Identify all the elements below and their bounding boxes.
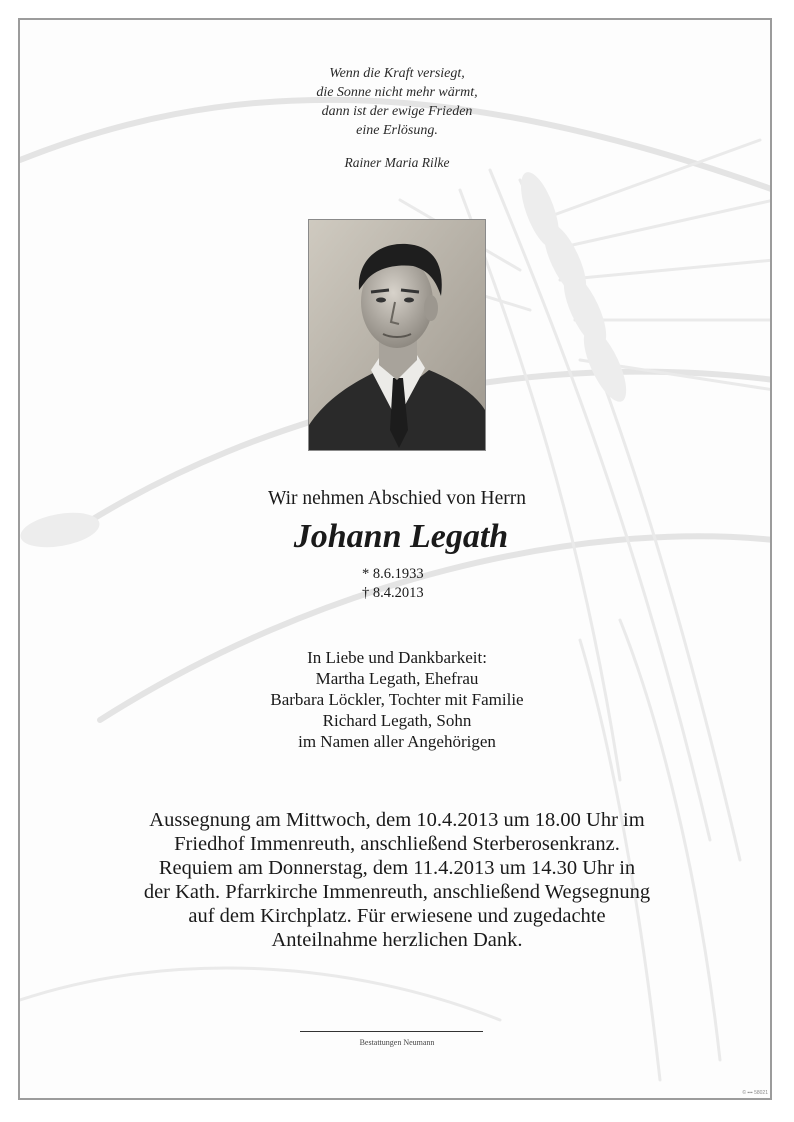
service-line: Anteilnahme herzlichen Dank.	[271, 929, 523, 951]
poem-author: Rainer Maria Rilke	[344, 155, 450, 170]
print-mark: © ▪▪▪ 58021	[742, 1090, 768, 1096]
mourners-line: In Liebe und Dankbarkeit:	[307, 648, 487, 667]
mourners-list	[20, 647, 772, 752]
service-line: auf dem Kirchplatz. Für erwiesene und zugedachte	[188, 905, 606, 927]
notice-frame	[18, 18, 772, 1100]
service-line: Aussegnung am Mittwoch, dem 10.4.2013 um 18.00 Uhr im	[149, 809, 645, 831]
poem	[20, 64, 772, 140]
service-details	[20, 808, 772, 952]
signature-rule	[300, 1031, 483, 1032]
poem-line: Wenn die Kraft versiegt,	[329, 66, 465, 81]
poem-line: die Sonne nicht mehr wärmt,	[316, 85, 478, 100]
birth-date: * 8.6.1933	[362, 566, 424, 582]
mourners-line: Barbara Löckler, Tochter mit Familie	[270, 690, 524, 709]
poem-line: dann ist der ewige Frieden	[321, 104, 473, 119]
service-line: Requiem am Donnerstag, dem 11.4.2013 um 14.30 Uhr in	[158, 857, 636, 879]
poem-line: eine Erlösung.	[356, 123, 438, 138]
mourners-line: Martha Legath, Ehefrau	[315, 669, 479, 688]
life-dates	[362, 565, 424, 603]
death-date: † 8.4.2013	[362, 585, 424, 601]
service-line: Friedhof Immenreuth, anschließend Sterberosenkranz.	[174, 833, 620, 855]
mourners-line: Richard Legath, Sohn	[322, 711, 472, 730]
service-line: der Kath. Pfarrkirche Immenreuth, anschließend Wegsegnung	[143, 881, 651, 903]
mourners-line: im Namen aller Angehörigen	[298, 732, 496, 751]
farewell-intro: Wir nehmen Abschied von Herrn	[267, 488, 527, 509]
portrait-photo	[308, 219, 486, 451]
portrait-photo-icon	[309, 220, 485, 450]
undertaker-name: Bestattungen Neumann	[359, 1038, 435, 1047]
deceased-name: Johann Legath	[293, 518, 509, 555]
